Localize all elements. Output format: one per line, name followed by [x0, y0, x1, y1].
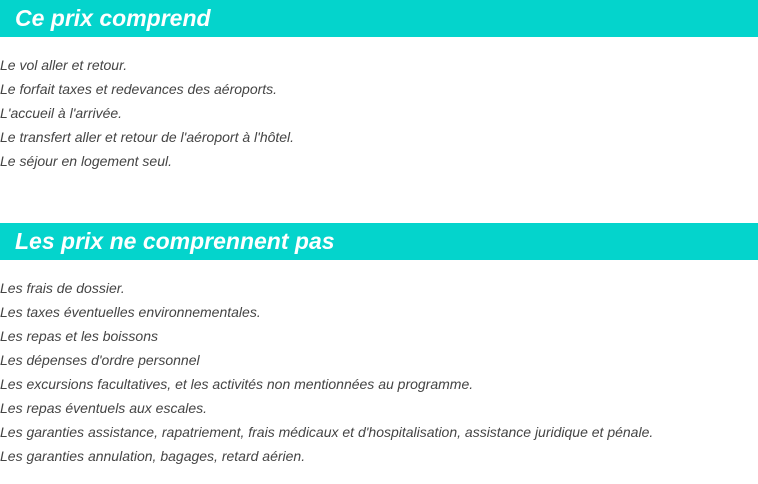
included-item: Le forfait taxes et redevances des aéroports. — [0, 81, 278, 97]
excluded-item: Les dépenses d'ordre personnel — [0, 352, 200, 368]
excluded-item: Les taxes éventuelles environnementales. — [0, 304, 261, 320]
included-list — [0, 53, 294, 173]
included-section-title: Ce prix comprend — [0, 0, 758, 37]
excluded-item: Les repas éventuels aux escales. — [0, 400, 208, 416]
excluded-item: Les excursions facultatives, et les activités non mentionnées au programme. — [0, 376, 474, 392]
included-item: L'accueil à l'arrivée. — [0, 105, 123, 121]
excluded-item: Les repas et les boissons — [0, 328, 158, 344]
included-item: Le séjour en logement seul. — [0, 153, 172, 169]
excluded-item: Les frais de dossier. — [0, 280, 125, 296]
excluded-list — [0, 276, 653, 468]
excluded-section-title: Les prix ne comprennent pas — [0, 223, 758, 260]
excluded-item: Les garanties assistance, rapatriement, frais médicaux et d'hospitalisation, assistance juridique et pénale. — [0, 424, 654, 440]
included-item: Le vol aller et retour. — [0, 57, 128, 73]
included-item: Le transfert aller et retour de l'aéroport à l'hôtel. — [0, 129, 295, 145]
excluded-item: Les garanties annulation, bagages, retard aérien. — [0, 448, 306, 464]
